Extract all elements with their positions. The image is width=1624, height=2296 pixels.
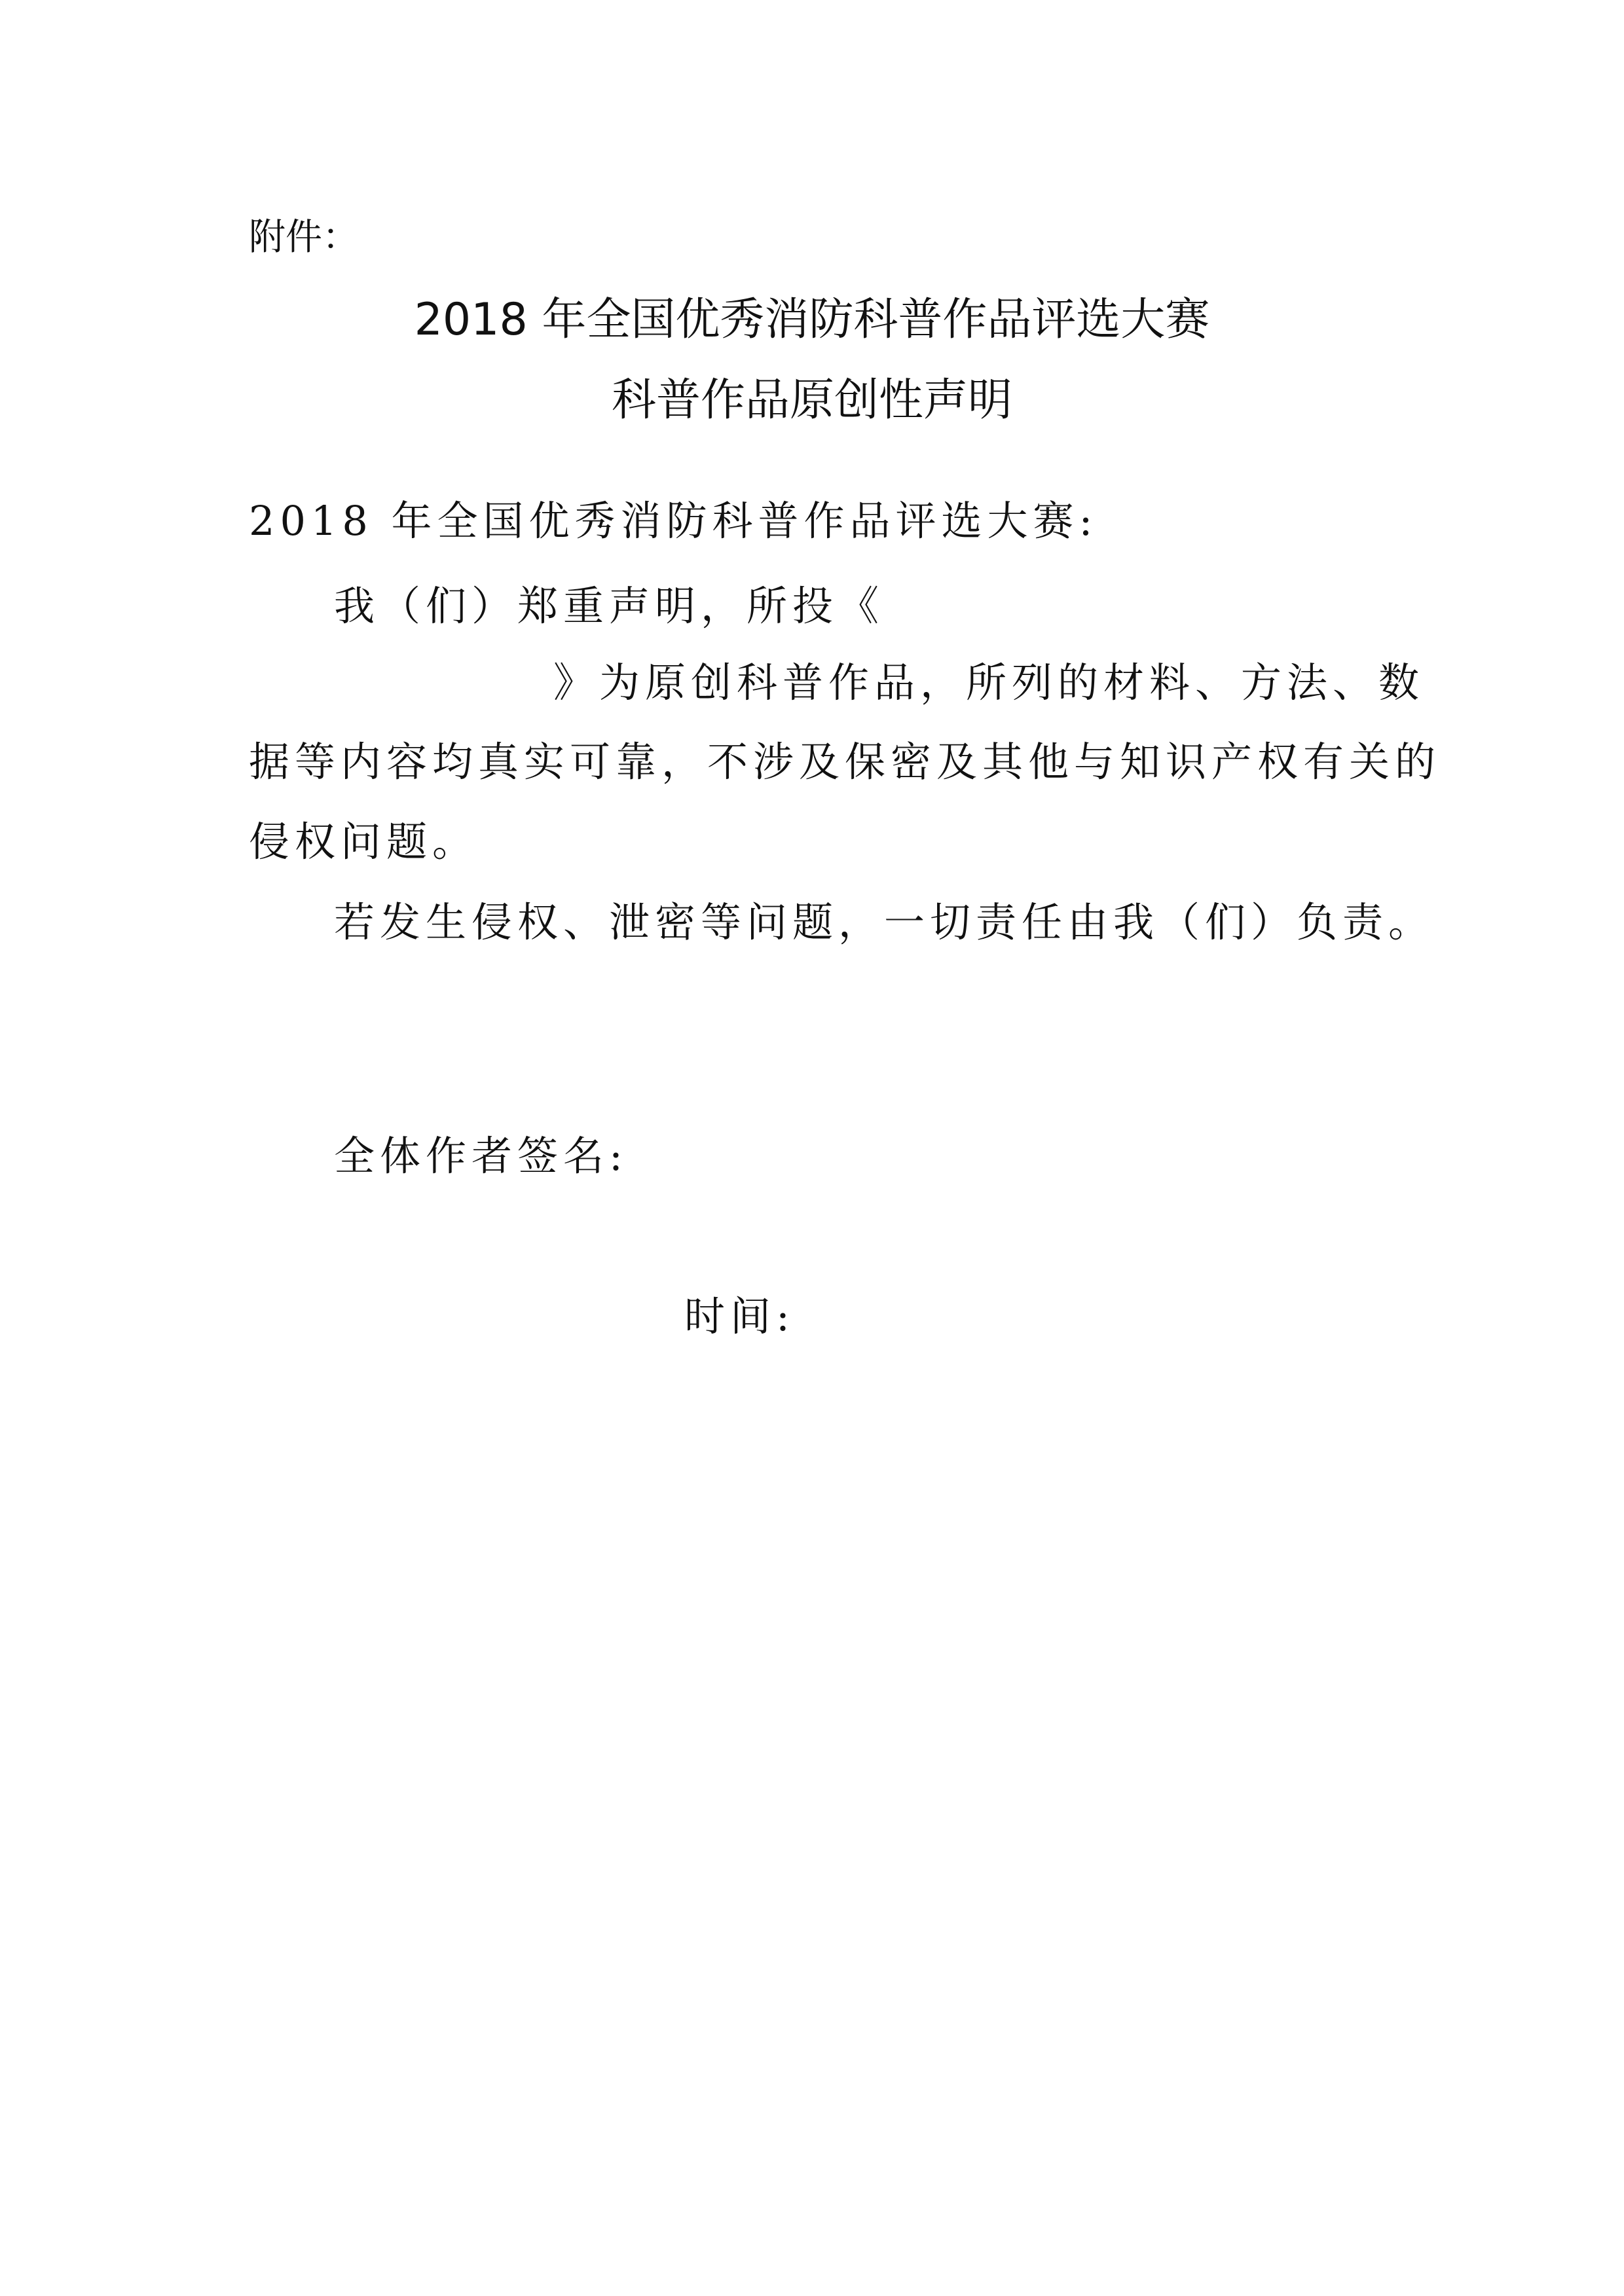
declaration-line-1: 我（们）郑重声明，所投《 [334, 582, 885, 630]
responsibility-statement: 若发生侵权、泄密等问题，一切责任由我（们）负责。 [334, 898, 1435, 946]
declaration-line-2: 》为原创科普作品，所列的材料、方法、数 [553, 659, 1425, 706]
document-title-line-1: 2018 年全国优秀消防科普作品评选大赛 [414, 294, 1210, 346]
author-signature-label: 全体作者签名: [334, 1132, 628, 1180]
declaration-line-3: 据等内容均真实可靠，不涉及保密及其他与知识产权有关的 [249, 738, 1441, 786]
salutation: 2018 年全国优秀消防科普作品评选大赛: [249, 497, 1098, 545]
document-title-line-2: 科普作品原创性声明 [611, 374, 1012, 426]
declaration-line-4: 侵权问题。 [249, 818, 479, 866]
attachment-label: 附件： [249, 216, 359, 259]
time-label: 时间: [684, 1292, 795, 1340]
